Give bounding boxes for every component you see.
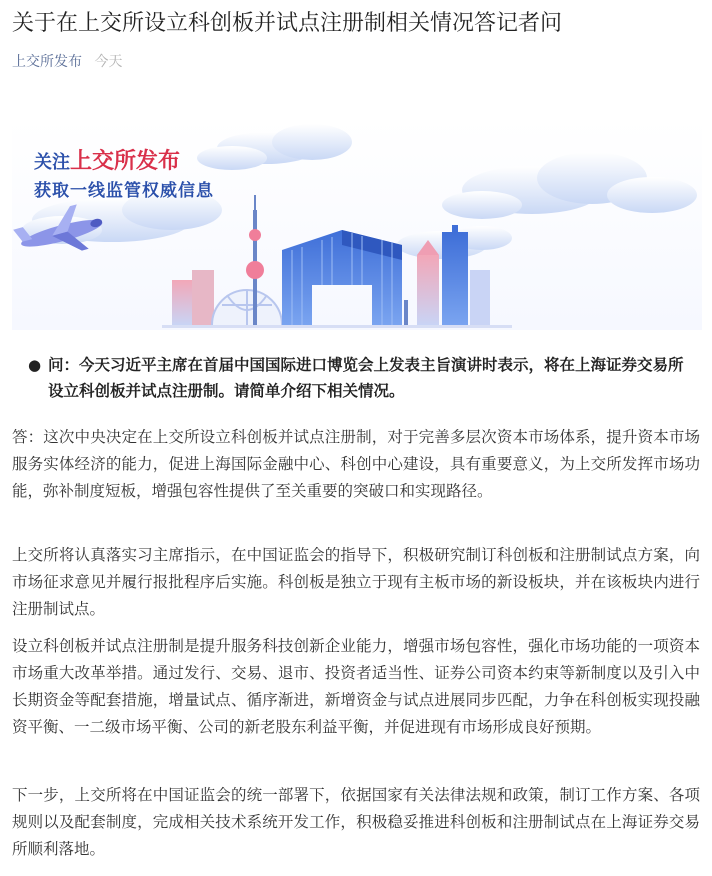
body-paragraph: 上交所将认真落实习主席指示，在中国证监会的指导下，积极研究制订科创板和注册制试点方案，向市场征求意见并履行报批程序后实施。科创板是独立于现有主板市场的新设板块，并在该板块内进行注册制试点。 — [12, 546, 700, 618]
article-meta — [12, 52, 122, 72]
banner-image — [12, 120, 702, 330]
publish-date: 今天 — [94, 54, 123, 70]
bullet-icon: ● — [28, 356, 42, 374]
account-name-link[interactable]: 上交所发布 — [12, 54, 82, 70]
banner-follow-prefix: 关注 — [34, 152, 70, 173]
question-block — [28, 352, 698, 404]
article-title: 关于在上交所设立科创板并试点注册制相关情况答记者问 — [12, 11, 563, 36]
answer-paragraph: 答：这次中央决定在上交所设立科创板并试点注册制，对于完善多层次资本市场体系，提升资本市场服务实体经济的能力，促进上海国际金融中心、科创中心建设，具有重要意义，为上交所发挥市场功能，弥补制度短板，增强包容性提供了至关重要的突破口和实现路径。 — [12, 428, 700, 500]
question-text: 问：今天习近平主席在首届中国国际进口博览会上发表主旨演讲时表示，将在上海证券交易所设立科创板并试点注册制。请简单介绍下相关情况。 — [48, 356, 684, 400]
banner-slogan: 获取一线监管权威信息 — [34, 181, 214, 201]
banner-follow-text — [34, 144, 180, 175]
banner-brand-name: 上交所发布 — [70, 149, 181, 174]
body-paragraph: 设立科创板并试点注册制是提升服务科技创新企业能力，增强市场包容性，强化市场功能的一项资本市场重大改革举措。通过发行、交易、退市、投资者适当性、证券公司资本约束等新制度以及引入中长期资金等配套措施，增量试点、循序渐进，新增资金与试点进展同步匹配，力争在科创板实现投融资平衡、一二级市场平衡、公司的新老股东利益平衡，并促进现有市场形成良好预期。 — [12, 637, 700, 736]
body-paragraph: 下一步，上交所将在中国证监会的统一部署下，依据国家有关法律法规和政策，制订工作方案、各项规则以及配套制度，完成相关技术系统开发工作，积极稳妥推进科创板和注册制试点在上海证券交易所顺利落地。 — [12, 786, 700, 858]
